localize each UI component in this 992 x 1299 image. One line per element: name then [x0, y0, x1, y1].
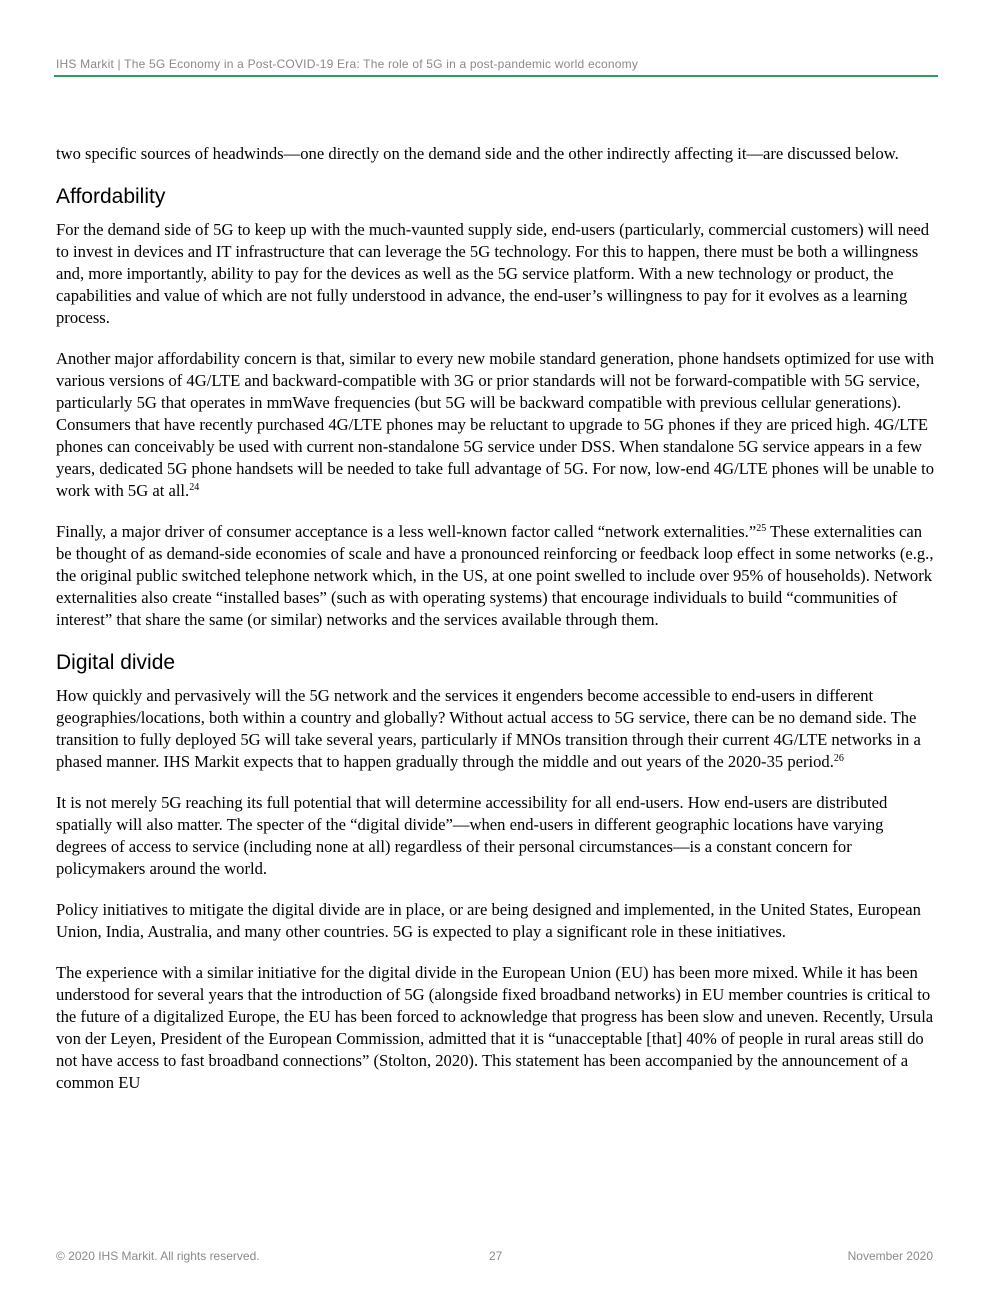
footer-date: November 2020	[847, 1249, 933, 1263]
digital-divide-paragraph-3: Policy initiatives to mitigate the digital divide are in place, or are being designed and implemented, in the United States, European Union, India, Australia, and many other countries. 5G is expected to play a significant role in these initiatives.	[56, 900, 921, 941]
digital-divide-paragraph-1-text: How quickly and pervasively will the 5G network and the services it engenders become accessible to end-users in different geographies/locations, both within a country and globally? Without actual access to 5G service, there can be no demand side. The transition to fully deployed 5G will take several years, particularly if MNOs transition through their current 4G/LTE networks in a phased manner. IHS Markit expects that to happen gradually through the middle and out years of the 2020-35 period.	[56, 686, 921, 771]
affordability-paragraph-1: For the demand side of 5G to keep up with the much-vaunted supply side, end-users (particularly, commercial customers) will need to invest in devices and IT infrastructure that can leverage the 5G technology. For this to happen, there must be both a willingness and, more importantly, ability to pay for the devices as well as the 5G service platform. With a new technology or product, the capabilities and value of which are not fully understood in advance, the end-user’s willingness to pay for it evolves as a learning process.	[56, 220, 930, 327]
header-rule	[54, 75, 938, 77]
footer-copyright: © 2020 IHS Markit. All rights reserved.	[56, 1249, 260, 1263]
footer-page-number: 27	[489, 1249, 503, 1263]
footnote-ref-24[interactable]: 24	[189, 482, 200, 493]
footnote-ref-25[interactable]: 25	[756, 523, 767, 534]
digital-divide-paragraph-1	[56, 685, 938, 773]
section-heading-affordability: Affordability	[56, 185, 166, 208]
page-body	[56, 143, 938, 1113]
affordability-paragraph-3-text-a: Finally, a major driver of consumer acceptance is a less well-known factor called “network externalities.”	[56, 522, 757, 541]
section-heading-digital-divide: Digital divide	[56, 651, 176, 674]
affordability-paragraph-3-text-b: These externalities can be thought of as demand-side economies of scale and have a pronounced reinforcing or feedback loop effect in some networks (e.g., the original public switched telephone network which, in the US, at one point swelled to include over 95% of households). Network externalities also create “installed bases” (such as with operating systems) that encourage individuals to build “communities of interest” that share the same (or similar) networks and the services available through them.	[56, 522, 934, 629]
affordability-paragraph-2-text: Another major affordability concern is that, similar to every new mobile standard generation, phone handsets optimized for use with various versions of 4G/LTE and backward-compatible with 3G or prior standards will not be forward-compatible with 5G service, particularly 5G that operates in mmWave frequencies (but 5G will be backward compatible with previous cellular generations). Consumers that have recently purchased 4G/LTE phones may be reluctant to upgrade to 5G phones if they are priced high. 4G/LTE phones can conceivably be used with current non-standalone 5G service under DSS. When standalone 5G service appears in a few years, dedicated 5G phone handsets will be needed to take full advantage of 5G. For now, low-end 4G/LTE phones will be unable to work with 5G at all.	[56, 349, 935, 500]
affordability-paragraph-2	[56, 348, 938, 502]
digital-divide-paragraph-4: The experience with a similar initiative for the digital divide in the European Union (EU) has been more mixed. While it has been understood for several years that the introduction of 5G (alongside fixed broadband networks) in EU member countries is critical to the future of a digitalized Europe, the EU has been forced to acknowledge that progress has been slow and uneven. Recently, Ursula von der Leyen, President of the European Commission, admitted that it is “unacceptable [that] 40% of people in rural areas still do not have access to fast broadband connections” (Stolton, 2020). This statement has been accompanied by the announcement of a common EU	[56, 963, 934, 1092]
footnote-ref-26[interactable]: 26	[833, 753, 844, 764]
intro-paragraph: two specific sources of headwinds—one directly on the demand side and the other indirectly affecting it—are discussed below.	[56, 144, 899, 163]
running-header: IHS Markit | The 5G Economy in a Post-COVID-19 Era: The role of 5G in a post-pandemic world economy	[56, 57, 639, 71]
affordability-paragraph-3	[56, 521, 938, 631]
digital-divide-paragraph-2: It is not merely 5G reaching its full potential that will determine accessibility for all end-users. How end-users are distributed spatially will also matter. The specter of the “digital divide”—when end-users in different geographic locations have varying degrees of access to service (including none at all) regardless of their personal circumstances—is a constant concern for policymakers around the world.	[56, 793, 888, 878]
